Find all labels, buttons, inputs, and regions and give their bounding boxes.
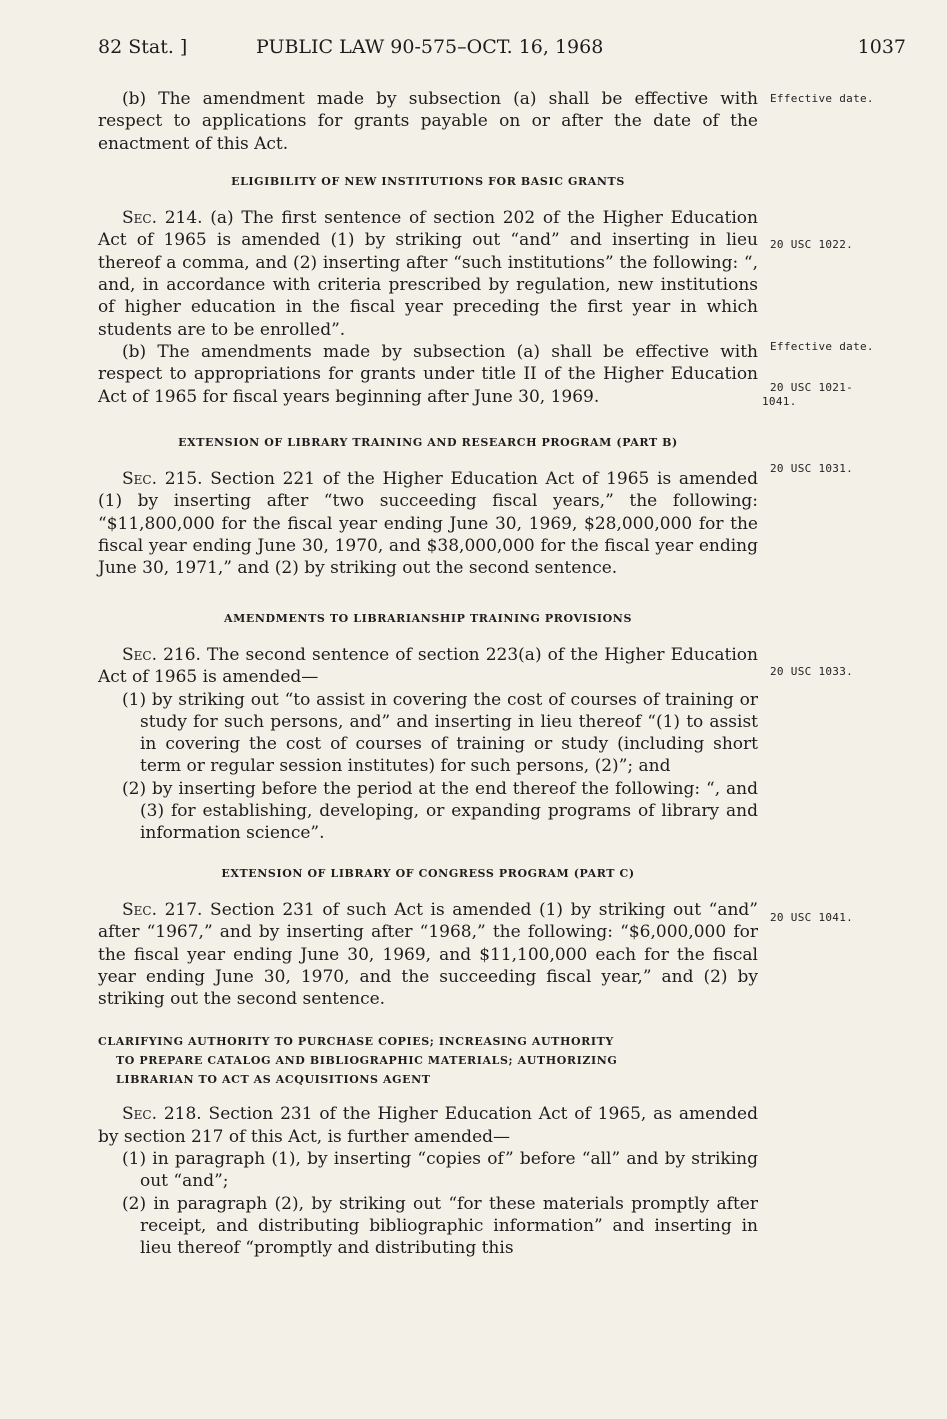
sec-label: Sec. (122, 469, 157, 490)
statute-reference: 82 Stat. ] (98, 36, 188, 58)
paragraph-213b: (b) The amendment made by subsection (a) shall be effective with respect to applications for grants payable on or after the date of the enactment of this Act. (98, 89, 758, 154)
sec-label: Sec. (122, 208, 157, 229)
margin-note-effective-date-1: Effective date. (770, 92, 874, 105)
section-heading-librarianship: AMENDMENTS TO LIBRARIANSHIP TRAINING PROVISIONS (223, 611, 632, 625)
margin-note-usc-1031: 20 USC 1031. (770, 462, 854, 475)
margin-note-usc-1033: 20 USC 1033. (770, 665, 854, 678)
sec-216-item-2: (2) by inserting before the period at the end thereof the following: “, and (3) for establishing, developing, or expanding programs of library and information science”. (122, 778, 758, 844)
sec-218-item-2: (2) in paragraph (2), by striking out “for these materials promptly after receipt, and distributing bibliographic information” and inserting in lieu thereof “promptly and distributing this (122, 1193, 758, 1259)
sec-214a-text: 214. (a) The first sentence of section 202 of the Higher Education Act of 1965 is amended (1) by striking out “and” and inserting in lieu thereof a comma, and (2) inserting after “such institutions” the following: “, and, in accordance with criteria prescribed by regulation, new institutions of higher education in the fiscal year preceding the first year in which students are to be enrolled”. (98, 208, 758, 340)
heading-line-1: CLARIFYING AUTHORITY TO PURCHASE COPIES; INCREASING AUTHORITY (98, 1035, 614, 1049)
margin-note-usc-1041: 20 USC 1041. (770, 911, 854, 924)
sec-216-item-1: (1) by striking out “to assist in covering the cost of courses of training or study for such persons, and” and inserting in lieu thereof “(1) to assist in covering the cost of courses of training or study (including short term or regular session institutes) for such persons, (2)”; and (122, 689, 758, 777)
margin-note-usc-1041-cont: 1041. (762, 395, 797, 408)
paragraph-sec-214b: (b) The amendments made by subsection (a) shall be effective with respect to appropriations for grants under title II of the Higher Education Act of 1965 for fiscal years beginning after June 30, 1969. (98, 341, 758, 407)
section-heading-clarifying-authority (98, 1032, 758, 1089)
sec-217-text: 217. Section 231 of such Act is amended (1) by striking out “and” after “1967,” and by inserting after “1968,” the following: “$6,000,000 for the fiscal year ending June 30, 1969, and $11,100,000 each for the fiscal year ending June 30, 1970, and the succeeding fiscal year,” and (2) by striking out the second sentence. (98, 899, 758, 1010)
section-heading-library-of-congress: EXTENSION OF LIBRARY OF CONGRESS PROGRAM (PART C) (221, 866, 635, 880)
page-header (98, 36, 906, 66)
page-number: 1037 (857, 36, 906, 58)
heading-line-2: TO PREPARE CATALOG AND BIBLIOGRAPHIC MATERIALS; AUTHORIZING (116, 1054, 618, 1068)
paragraph-sec-216 (98, 644, 758, 689)
section-heading-library-training: EXTENSION OF LIBRARY TRAINING AND RESEARCH PROGRAM (PART B) (178, 435, 678, 449)
paragraph-sec-215 (98, 468, 758, 579)
section-heading-eligibility: ELIGIBILITY OF NEW INSTITUTIONS FOR BASIC GRANTS (231, 174, 625, 188)
sec-label: Sec. (122, 899, 157, 920)
sec-218-item-1: (1) in paragraph (1), by inserting “copies of” before “all” and by striking out “and”; (122, 1148, 758, 1192)
sec-label: Sec. (122, 644, 157, 665)
paragraph-sec-218 (98, 1103, 758, 1148)
sec-216-text: 216. The second sentence of section 223(a) of the Higher Education Act of 1965 is amended— (98, 644, 758, 688)
sec-218-text: 218. Section 231 of the Higher Education Act of 1965, as amended by section 217 of this Act, is further amended— (98, 1104, 758, 1147)
margin-note-usc-1022: 20 USC 1022. (770, 238, 854, 251)
paragraph-sec-214a (98, 207, 758, 341)
law-title: PUBLIC LAW 90-575–OCT. 16, 1968 (256, 36, 604, 58)
margin-note-usc-1021: 20 USC 1021- (770, 381, 854, 394)
margin-note-effective-date-2: Effective date. (770, 340, 874, 353)
heading-line-3: LIBRARIAN TO ACT AS ACQUISITIONS AGENT (116, 1073, 431, 1087)
main-text (98, 88, 758, 1259)
sec-label: Sec. (122, 1104, 157, 1125)
paragraph-sec-217 (98, 899, 758, 1010)
sec-215-text: 215. Section 221 of the Higher Education Act of 1965 is amended (1) by inserting after “two succeeding fiscal years,” the following: “$11,800,000 for the fiscal year ending June 30, 1969, $28,000,000 for the fiscal year ending June 30, 1970, and $38,000,000 for the fiscal year ending June 30, 1971,” and (2) by striking out the second sentence. (98, 469, 758, 579)
